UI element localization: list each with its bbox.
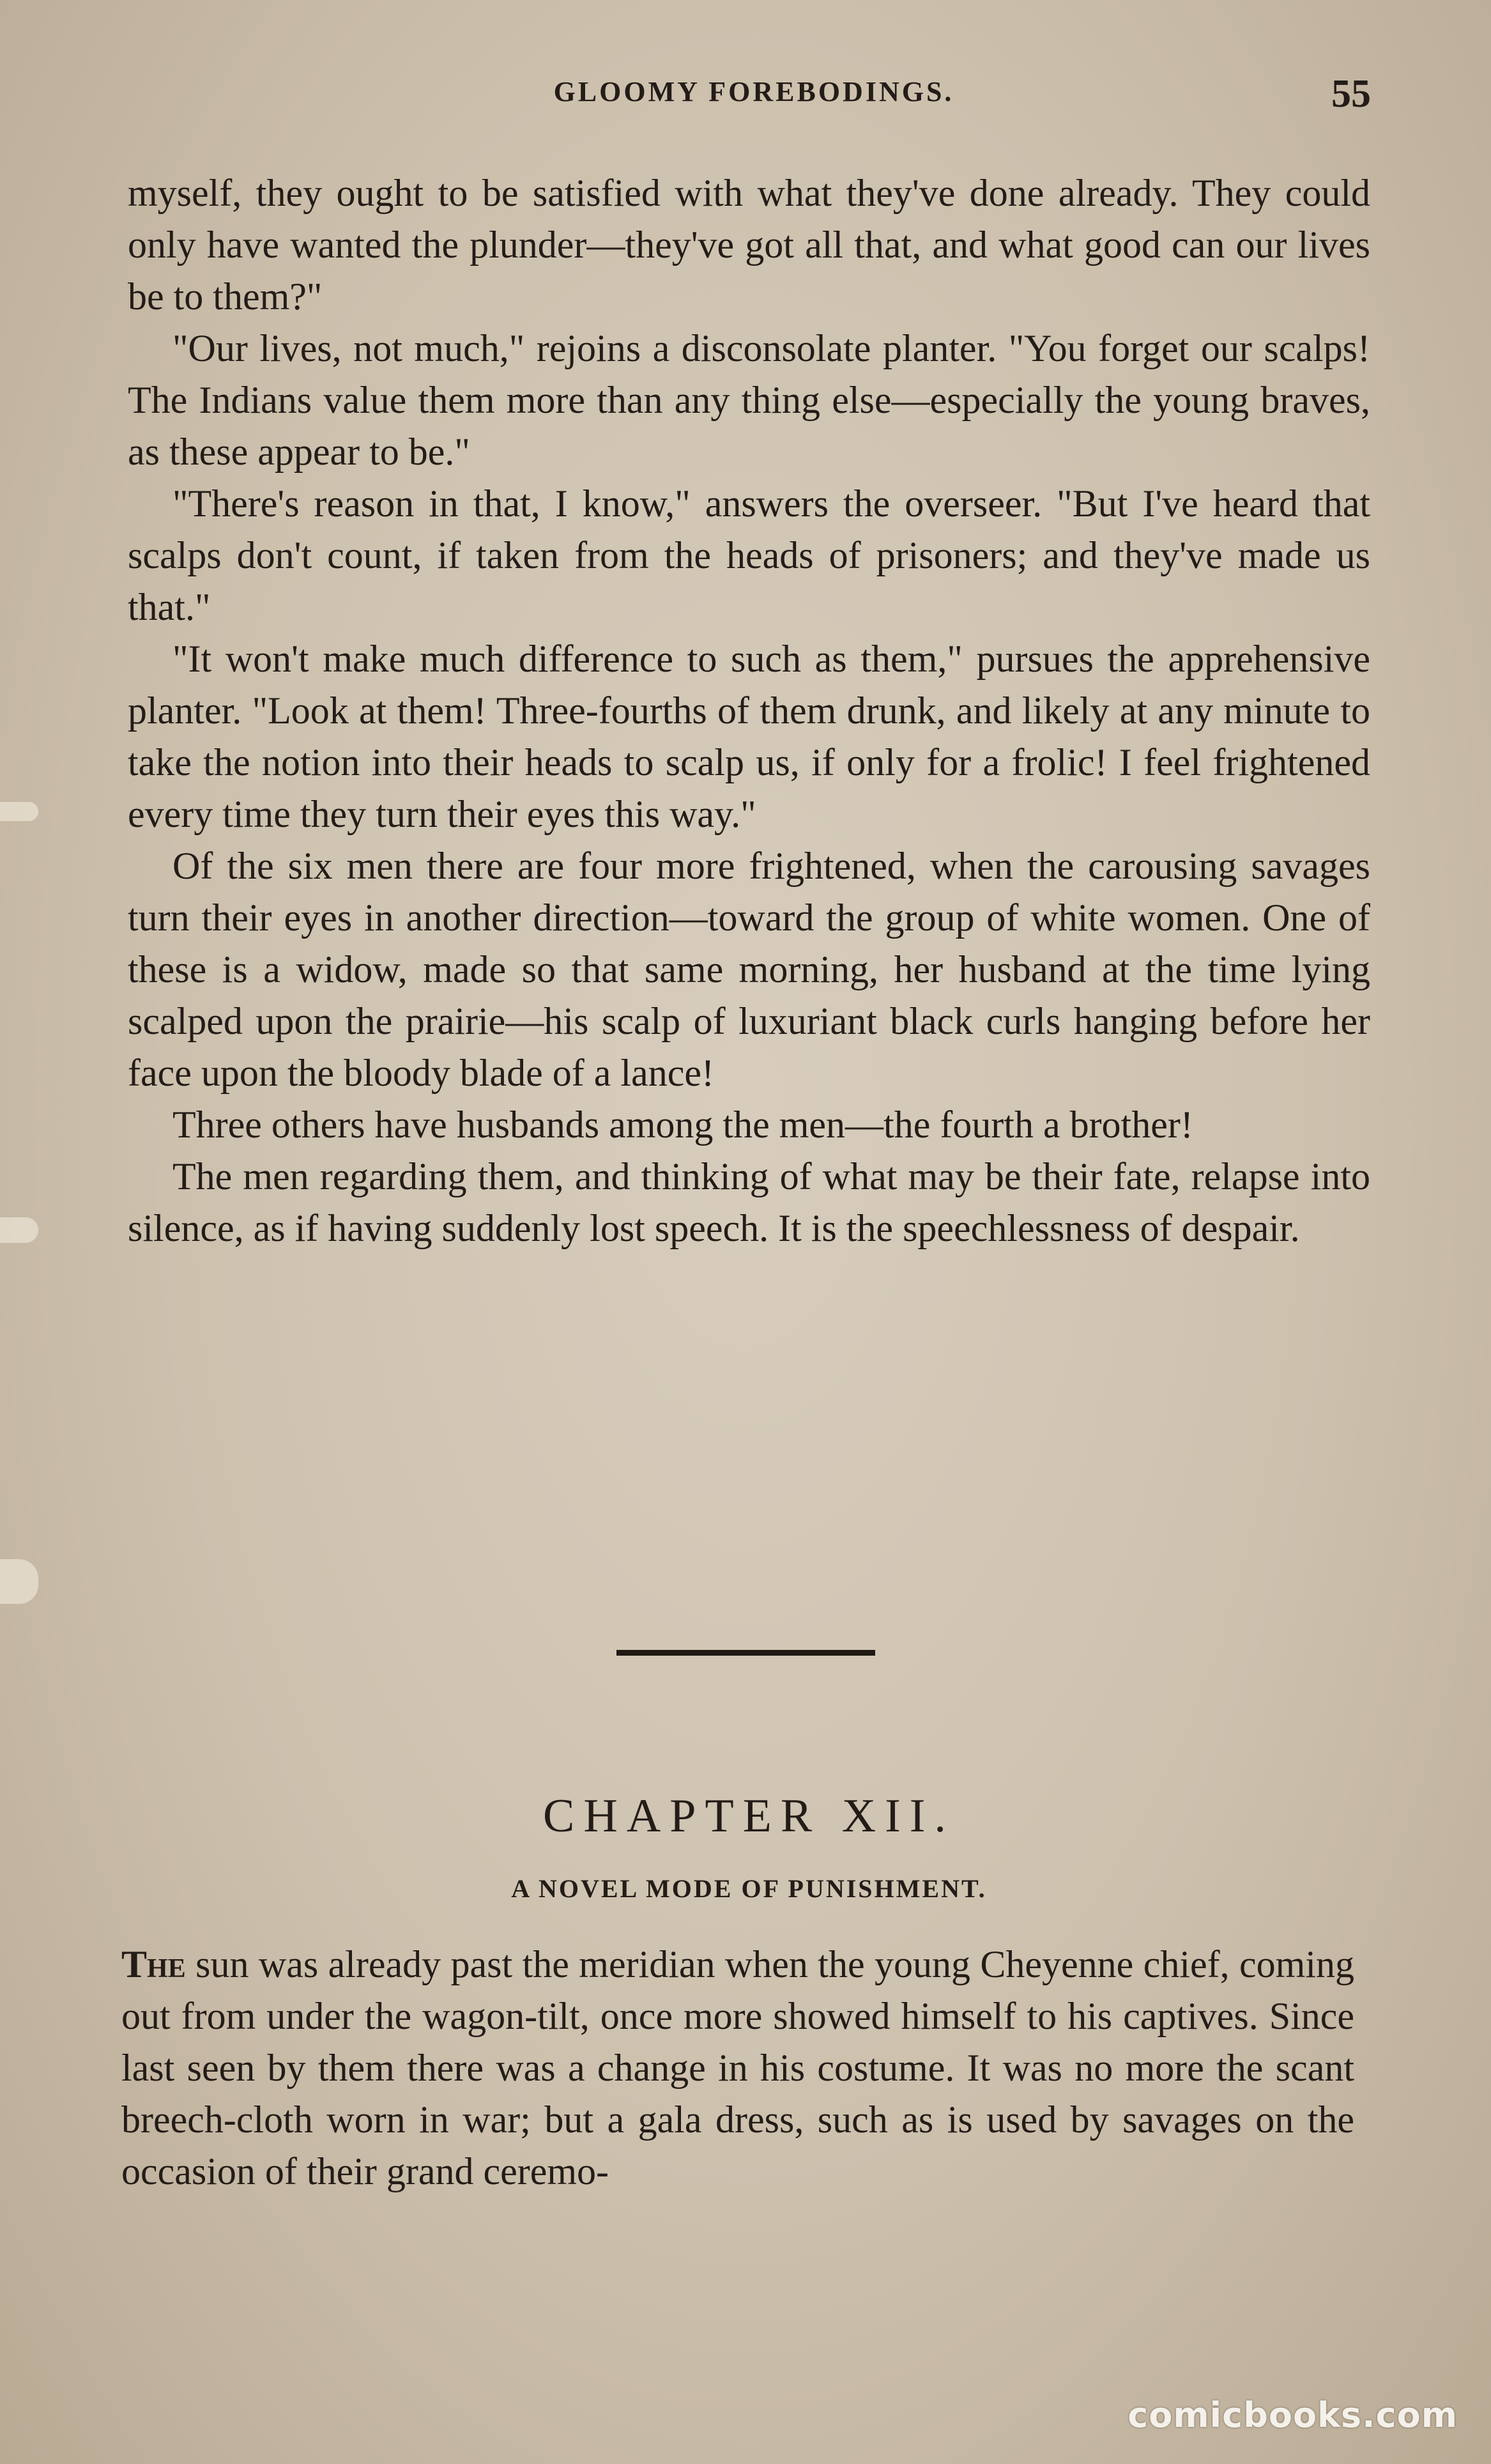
running-head: GLOOMY FOREBODINGS. — [553, 76, 954, 107]
paragraph: The men regarding them, and thinking of what may be their fate, relapse into silence, as if having suddenly lost speech. It is the speechlessness of despair. — [128, 1155, 1370, 1249]
lead-word: The — [121, 1943, 186, 1985]
page-number: 55 — [1331, 72, 1371, 116]
watermark: comicbooks.com — [1128, 2395, 1458, 2435]
chapter-text — [121, 1939, 1354, 2198]
section-divider — [616, 1650, 875, 1656]
page-edge-mark — [0, 1559, 38, 1604]
paragraph: "It won't make much difference to such as them," pursues the apprehensive planter. "Look at them! Three-fourths of them drunk, and likely at any minute to take the notion into their heads to scalp us, if only for a frolic! I feel frightened every time they turn their eyes this way." — [128, 638, 1370, 835]
chapter-subtitle: A NOVEL MODE OF PUNISHMENT. — [511, 1874, 987, 1903]
chapter-title: CHAPTER XII. — [543, 1790, 955, 1842]
body-text — [128, 167, 1370, 1254]
page-edge-mark — [0, 1217, 38, 1243]
chapter-opening-paragraph — [121, 1939, 1354, 2198]
paragraph: "There's reason in that, I know," answers the overseer. "But I've heard that scalps don't count, if taken from the heads of prisoners; and they've made us that." — [128, 482, 1370, 628]
page-edge-mark — [0, 802, 38, 821]
paragraph: myself, they ought to be satisfied with what they've done already. They could only have wanted the plunder—they've got all that, and what good can our lives be to them?" — [128, 172, 1370, 318]
paragraph: Three others have husbands among the men—the fourth a brother! — [172, 1104, 1193, 1146]
opening-text: sun was already past the meridian when the young Cheyenne chief, coming out from under the wagon-tilt, once more showed himself to his captives. Since last seen by them there was a change in his costume. It was no more the scant breech-cloth worn in war; but a gala dress, such as is used by savages on the occasion of their grand ceremo- — [121, 1943, 1354, 2192]
page-header — [128, 72, 1380, 127]
paragraph: "Our lives, not much," rejoins a disconsolate planter. "You forget our scalps! The Indians value them more than any thing else—especially the young braves, as these appear to be." — [128, 327, 1370, 473]
paragraph: Of the six men there are four more frightened, when the carousing savages turn their eyes in another direction—toward the group of white women. One of these is a widow, made so that same morning, her husband at the time lying scalped upon the prairie—his scalp of luxuriant black curls hanging before her face upon the bloody blade of a lance! — [128, 845, 1370, 1094]
